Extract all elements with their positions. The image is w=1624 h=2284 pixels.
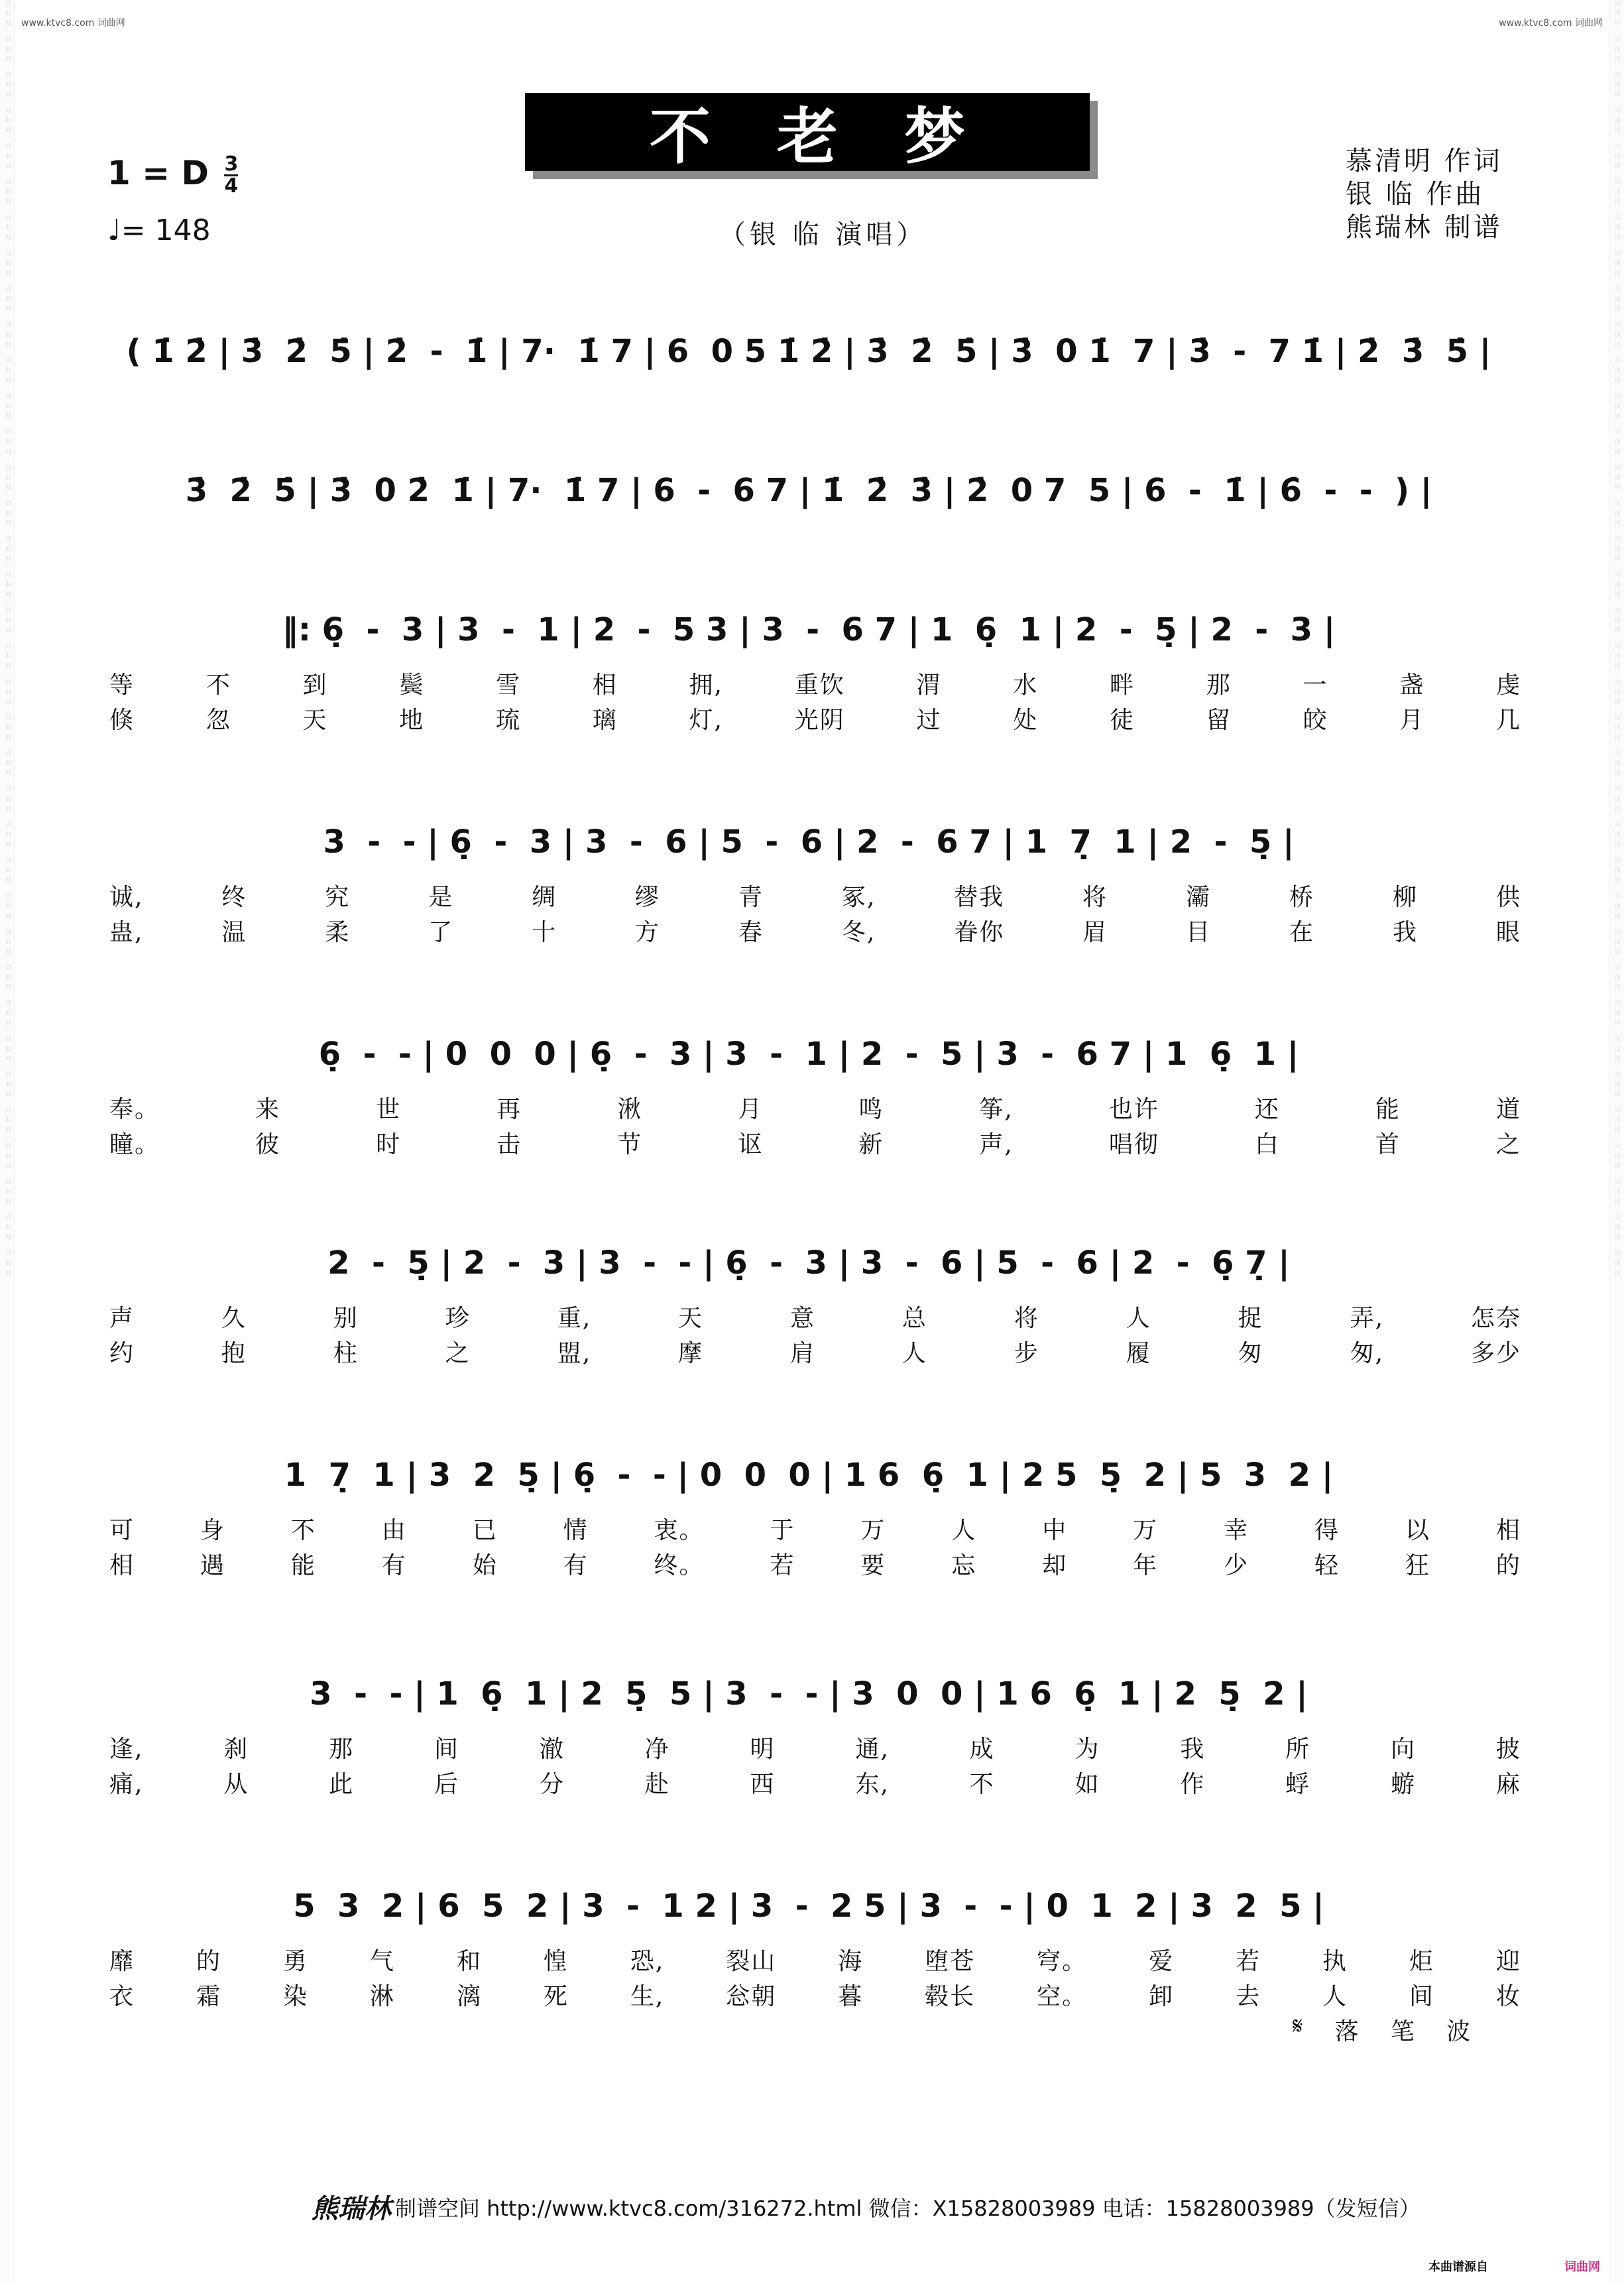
lyric-word: 妆 [1495,1983,1521,2010]
lyric-word: 不 [969,1771,995,1798]
lyric-word: 抱 [221,1340,247,1367]
singer-credit: （银 临 演唱） [719,219,927,250]
lyric-word: 明 [750,1736,776,1763]
lyric-word: 首 [1375,1131,1401,1158]
lyric-word: 久 [221,1305,247,1332]
lyric-word: 的 [196,1948,221,1975]
lyric-word: 畔 [1109,672,1135,699]
lyric-word: 情 [563,1517,589,1544]
lyric-word: 淋 [369,1983,395,2010]
lyric-word: 讴 [738,1131,764,1158]
lyric-word: 暮 [838,1983,864,2010]
lyric-word: 唱彻 [1108,1131,1159,1158]
lyric-word: 从 [223,1771,249,1798]
time-top: 3 [224,152,239,176]
lyric-word: 气 [369,1948,395,1975]
lyric-line-1 [109,878,1521,912]
lyric-word: 瞳。 [109,1131,160,1158]
lyric-word: 染 [282,1983,308,2010]
lyric-word: 忘 [951,1552,977,1579]
lyric-word: 供 [1495,884,1521,911]
lyric-word: 后 [434,1771,459,1798]
lyric-word: 蜉 [1285,1771,1311,1798]
lyric-word: 再 [496,1096,522,1123]
lyric-word: 痛, [109,1771,144,1798]
lyric-word: 怎奈 [1470,1305,1521,1332]
lyric-word: 少 [1224,1552,1249,1579]
lyric-word: 也许 [1108,1096,1159,1123]
lyric-word: 温 [221,919,247,946]
lyric-word: 西 [750,1771,776,1798]
lyric-word: 始 [472,1552,498,1579]
tempo-marking: ♩= 148 [107,213,211,247]
lyric-word: 声 [109,1305,135,1332]
notation-line: 2 - 5̣ | 2 - 3 | 3 - - | 6̣ - 3 | 3 - 6 | 5 - 6 | 2 - 6̣ 7̣ | [327,1244,1290,1282]
lyric-word: 毂长 [925,1983,976,2010]
lyric-word: 裂山 [726,1948,777,1975]
lyric-word: 作 [1180,1771,1206,1798]
lyric-word: 春 [738,919,764,946]
lyric-word: 奉。 [109,1096,160,1123]
lyric-word: 节 [617,1131,643,1158]
lyric-word: 雪 [496,672,522,699]
lyric-word: 缪 [635,884,661,911]
lyric-line-2 [109,1126,1521,1160]
lyric-word: 眷你 [954,919,1005,946]
lyric-word: 空。 [1037,1983,1088,2010]
lyric-word: 能 [1375,1096,1401,1123]
lyric-word: 在 [1289,919,1315,946]
lyric-word: 迎 [1495,1948,1521,1975]
lyric-word: 璃 [592,707,618,734]
site-badge: 词曲网 [1564,2260,1600,2274]
notation-line: ‖: 6̣ - 3 | 3 - 1 | 2 - 5 3 | 3 - 6 7 | 1 6̣ 1 | 2 - 5̣ | 2 - 3 | [282,611,1336,648]
lyric-line-2 [109,1766,1521,1799]
lyric-word: 诚, [109,884,144,911]
lyric-word: 来 [255,1096,281,1123]
lyric-word: 将 [1014,1305,1039,1332]
notation-line: 3 - - | 6̣ - 3 | 3 - 6 | 5 - 6 | 2 - 6 7 | 1 7̣ 1 | 2 - 5̣ | [323,823,1295,861]
lyric-word: 却 [1042,1552,1068,1579]
lyric-word: 刹 [223,1736,249,1763]
lyric-word: 炬 [1409,1948,1435,1975]
lyric-word: 身 [200,1517,225,1544]
lyric-line-1 [109,1091,1521,1124]
lyric-word: 月 [1399,707,1425,734]
lyric-line-2 [109,1978,1521,2012]
lyric-word: 相 [109,1552,135,1579]
arranger-credit: 熊瑞林 制谱 [1346,212,1503,243]
lyric-word: 如 [1074,1771,1100,1798]
lyric-line-2 [109,914,1521,947]
lyric-word: 执 [1322,1948,1348,1975]
lyric-word: 鸣 [858,1096,884,1123]
lyric-word: 眼 [1495,919,1521,946]
notation-line: 3 - - | 1 6̣ 1 | 2 5̣ 5 | 3 - - | 3 0 0 | 1 6 6̣ 1 | 2 5̣ 2 | [310,1675,1308,1713]
lyric-word: 重, [557,1305,592,1332]
lyric-word: 通, [855,1736,890,1763]
lyric-word: 盟, [557,1340,592,1367]
lyric-word: 倏 [109,707,135,734]
lyric-word: 冢, [841,884,876,911]
lyric-word: 过 [916,707,942,734]
lyric-word: 别 [333,1305,359,1332]
lyric-word: 𝄋 [1293,2013,1305,2040]
lyric-word: 披 [1495,1736,1521,1763]
lyric-word: 履 [1126,1340,1151,1367]
lyric-line-1 [109,1943,1521,1976]
lyric-word: 勇 [282,1948,308,1975]
title-banner [525,93,1090,171]
lyric-word: 幸 [1224,1517,1249,1544]
source-label: 本曲谱源自 [1428,2260,1488,2274]
lyric-word: 柱 [333,1340,359,1367]
lyric-word: 约 [109,1340,135,1367]
lyric-word: 若 [770,1552,795,1579]
lyric-word: 盏 [1399,672,1425,699]
lyric-word: 几 [1495,707,1521,734]
lyric-word: 十 [532,919,557,946]
right-watermark-strip: 词曲网 词曲网 词曲网 词曲网 词曲网 词曲网 词曲网 词曲网 词曲网 词曲网 词曲网 词曲网 词曲网 词曲网 词曲网 词曲网 词曲网 词曲网 词曲网 词曲网 词曲网 词曲网 词曲网 词曲网 词曲网 词曲网 词曲网 词曲网 词曲网 词曲网 词曲网 词曲网 词曲网 词曲网 词曲网 词曲网 [1609,0,1624,2284]
lyric-word: 绸 [532,884,557,911]
key-label: 1 = D [107,154,209,192]
lyric-word: 衷。 [654,1517,705,1544]
lyric-word: 已 [472,1517,498,1544]
lyric-word: 目 [1186,919,1212,946]
lyric-word: 琉 [496,707,522,734]
lyric-word: 是 [428,884,454,911]
lyric-word: 留 [1206,707,1232,734]
lyric-word: 遇 [200,1552,225,1579]
lyric-word: 重饮 [794,672,845,699]
lyric-word: 赴 [644,1771,670,1798]
left-watermark-strip: 词曲网 词曲网 词曲网 词曲网 词曲网 词曲网 词曲网 词曲网 词曲网 词曲网 词曲网 词曲网 词曲网 词曲网 词曲网 词曲网 词曲网 词曲网 词曲网 词曲网 词曲网 词曲网 词曲网 词曲网 词曲网 词曲网 词曲网 词曲网 词曲网 词曲网 词曲网 词曲网 词曲网 词曲网 词曲网 词曲网 [0,0,15,2284]
lyric-word: 我 [1180,1736,1206,1763]
notation-line: 5 3 2 | 6 5 2 | 3 - 1 2 | 3 - 2 5 | 3 - - | 0 1 2 | 3 2 5 | [293,1888,1324,1925]
lyric-word: 月 [738,1096,764,1123]
lyric-word: 以 [1405,1517,1430,1544]
composer-credit: 银 临 作曲 [1346,179,1485,210]
lyric-word: 冬, [841,919,876,946]
lyric-word: 间 [1409,1983,1435,2010]
lyric-word: 虔 [1495,672,1521,699]
lyric-word: 人 [951,1517,977,1544]
lyric-word: 狂 [1405,1552,1430,1579]
footer-text: 制谱空间 http://www.ktvc8.com/316272.html 微信：X15828003989 电话：15828003989（发短信） [395,2195,1421,2221]
lyric-word: 人 [1322,1983,1348,2010]
lyric-word: 水 [1013,672,1039,699]
lyric-word: 不 [205,672,231,699]
lyric-word: 成 [969,1736,995,1763]
lyric-word: 人 [1126,1305,1151,1332]
lyric-word: 到 [302,672,328,699]
lyric-word: 我 [1392,919,1418,946]
lyric-word: 珍 [445,1305,471,1332]
lyric-word: 落 [1334,2018,1360,2045]
lyric-word: 衣 [109,1983,135,2010]
lyric-word: 处 [1013,707,1039,734]
lyric-line-1 [109,1299,1521,1333]
lyric-word: 间 [434,1736,459,1763]
lyric-word: 人 [901,1340,927,1367]
lyric-word: 替我 [954,884,1005,911]
lyric-word: 净 [644,1736,670,1763]
lyric-word: 轻 [1314,1552,1340,1579]
lyric-word: 弄, [1350,1305,1385,1332]
lyric-line-1 [109,1730,1521,1764]
lyric-word: 柔 [325,919,351,946]
lyric-word: 拥, [689,672,723,699]
lyric-word: 相 [592,672,618,699]
lyric-word: 柳 [1392,884,1418,911]
lyric-line-1 [109,666,1521,700]
lyric-word: 步 [1014,1340,1039,1367]
lyric-word: 声, [979,1131,1014,1158]
lyric-word: 逢, [109,1736,144,1763]
lyric-word: 天 [678,1305,704,1332]
lyric-word: 意 [789,1305,815,1332]
song-title: 不老梦 [649,101,1031,172]
lyric-word: 青 [738,884,764,911]
lyric-word: 分 [539,1771,565,1798]
lyric-word: 所 [1285,1736,1311,1763]
lyric-word: 此 [329,1771,355,1798]
lyric-word: 彼 [255,1131,281,1158]
lyric-word: 匆 [1238,1340,1263,1367]
lyric-word: 死 [543,1983,569,2010]
lyric-word: 匆, [1350,1340,1385,1367]
lyric-word: 道 [1495,1096,1521,1123]
lyric-line-2 [109,1547,1521,1581]
lyric-word: 堕苍 [925,1948,976,1975]
lyric-word: 波 [1446,2018,1472,2045]
lyric-word: 蝣 [1391,1771,1417,1798]
lyric-word: 东, [855,1771,890,1798]
lyric-word: 能 [290,1552,316,1579]
lyric-word: 灞 [1186,884,1212,911]
lyric-word: 筝, [979,1096,1014,1123]
lyric-word: 不 [290,1517,316,1544]
lyric-word: 还 [1254,1096,1280,1123]
lyric-word: 光阴 [794,707,845,734]
notation-line: 1 7̣ 1 | 3 2 5̣ | 6̣ - - | 0 0 0 | 1 6 6̣ 1 | 2 5 5̣ 2 | 5 3 2 | [284,1457,1334,1494]
lyric-word: 蛊, [109,919,144,946]
top-right-url: www.ktvc8.com 词曲网 [1499,18,1603,29]
lyric-word: 靡 [109,1948,135,1975]
key-signature [107,154,238,196]
lyric-word: 地 [399,707,425,734]
lyric-word: 的 [1495,1552,1521,1579]
lyric-word: 有 [381,1552,407,1579]
lyric-word: 时 [376,1131,402,1158]
lyric-word: 灯, [689,707,723,734]
lyric-word: 若 [1236,1948,1261,1975]
lyric-word: 去 [1236,1983,1261,2010]
lyric-word: 万 [1133,1517,1159,1544]
lyric-word: 恐, [630,1948,665,1975]
lyric-word: 总 [901,1305,927,1332]
lyric-word: 终 [221,884,247,911]
lyric-word: 击 [496,1131,522,1158]
lyric-word: 卸 [1149,1983,1175,2010]
lyric-word: 新 [858,1131,884,1158]
lyric-word: 肩 [789,1340,815,1367]
lyric-word: 霜 [196,1983,221,2010]
lyric-word: 澈 [539,1736,565,1763]
notation-line: ( 1̇ 2̇ | 3̇ 2̇ 5̇ | 2̇ - 1̇ | 7· 1̇ 7 | 6 0 5 1̇ 2̇ | 3̇ 2̇ 5̇ | 3̇ 0 1̇ 7 | 3̇ - 7 1̇ | 2̇ 3̇ 5̇ | [126,333,1491,370]
lyric-word: 中 [1042,1517,1068,1544]
lyric-word: 终。 [654,1552,705,1579]
lyric-word: 由 [381,1517,407,1544]
lyric-word: 世 [376,1096,402,1123]
lyric-word: 可 [109,1517,135,1544]
lyric-word: 相 [1495,1517,1521,1544]
lyric-word: 忩朝 [726,1983,777,2010]
lyric-word: 向 [1391,1736,1417,1763]
lyric-word: 湫 [617,1096,643,1123]
lyric-word: 皎 [1303,707,1328,734]
lyric-word: 穹。 [1037,1948,1088,1975]
lyric-line-1 [109,1512,1521,1545]
lyric-word: 眉 [1082,919,1108,946]
lyric-word: 了 [428,919,454,946]
lyric-line-3 [1293,2013,1472,2047]
lyric-word: 得 [1314,1517,1340,1544]
lyric-word: 那 [329,1736,355,1763]
lyric-word: 渭 [916,672,942,699]
lyric-word: 究 [325,884,351,911]
lyric-word: 漓 [456,1983,482,2010]
lyric-word: 要 [860,1552,886,1579]
lyric-word: 笔 [1390,2018,1416,2045]
lyric-word: 鬓 [399,672,425,699]
lyric-word: 年 [1133,1552,1159,1579]
lyric-word: 等 [109,672,135,699]
footer [312,2188,1421,2226]
lyric-word: 生, [630,1983,665,2010]
lyric-word: 为 [1074,1736,1100,1763]
brand-logo: 熊瑞林 [312,2193,391,2224]
lyric-line-2 [109,701,1521,735]
lyric-word: 海 [838,1948,864,1975]
lyric-word: 方 [635,919,661,946]
lyric-word: 天 [302,707,328,734]
lyric-word: 多少 [1470,1340,1521,1367]
lyric-word: 那 [1206,672,1232,699]
lyricist-credit: 慕清明 作词 [1346,146,1503,176]
lyric-word: 之 [1495,1131,1521,1158]
lyric-line-2 [109,1335,1521,1368]
lyric-word: 一 [1303,672,1328,699]
lyric-word: 于 [770,1517,795,1544]
notation-line: 3̇ 2̇ 5̇ | 3̇ 0 2̇ 1̇ | 7· 1̇ 7 | 6 - 6 7 | 1̇ 2̇ 3̇ | 2̇ 0 7 5 | 6 - 1̇ | 6̇ - - ) | [185,472,1432,509]
lyric-word: 和 [456,1948,482,1975]
lyric-word: 麻 [1495,1771,1521,1798]
time-signature [224,154,238,196]
lyric-word: 万 [860,1517,886,1544]
time-bottom: 4 [224,174,239,198]
lyric-word: 捉 [1238,1305,1263,1332]
lyric-word: 桥 [1289,884,1315,911]
lyric-word: 忽 [205,707,231,734]
lyric-word: 白 [1254,1131,1280,1158]
top-left-url: www.ktvc8.com 词曲网 [21,18,125,29]
lyric-word: 有 [563,1552,589,1579]
lyric-word: 徒 [1109,707,1135,734]
lyric-word: 摩 [678,1340,704,1367]
lyric-word: 爱 [1149,1948,1175,1975]
notation-line: 6̣ - - | 0 0 0 | 6̣ - 3 | 3 - 1 | 2 - 5 | 3 - 6 7 | 1 6̣ 1 | [318,1036,1299,1073]
lyric-word: 将 [1082,884,1108,911]
credits [1346,145,1503,244]
lyric-word: 惶 [543,1948,569,1975]
lyric-word: 之 [445,1340,471,1367]
